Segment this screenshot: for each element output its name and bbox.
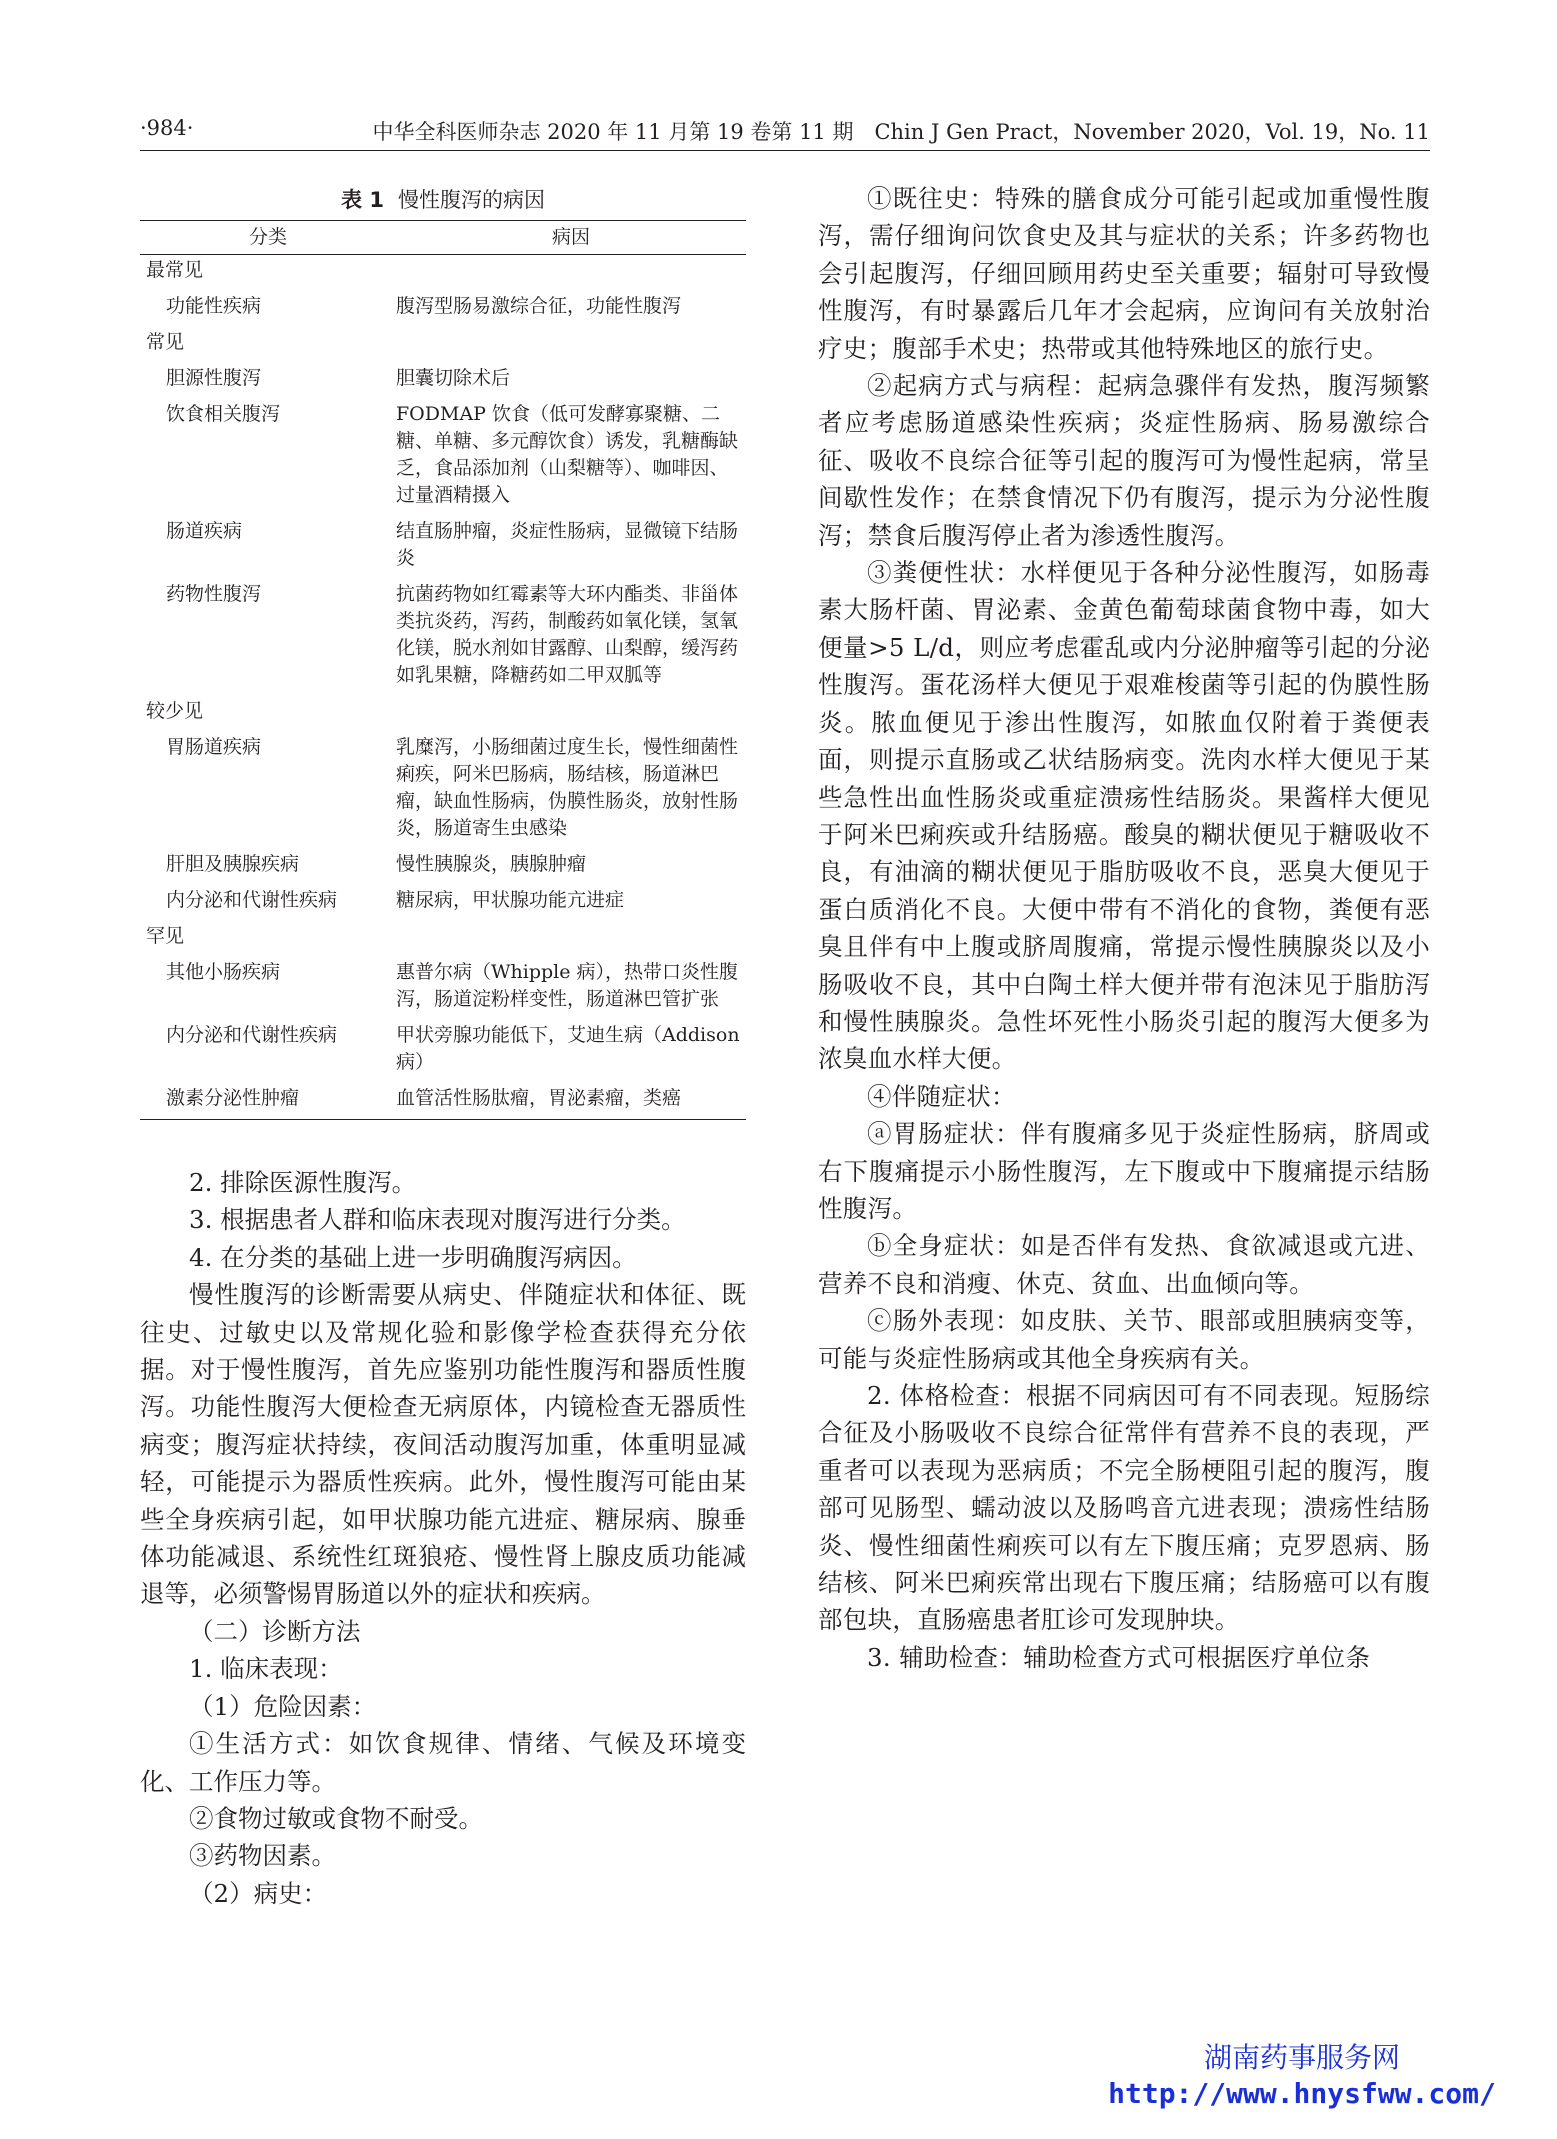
watermark-url[interactable]: http://www.hnysfww.com/ bbox=[1108, 2077, 1496, 2110]
journal-citation: 中华全科医师杂志 2020 年 11 月第 19 卷第 11 期 Chin J Gen Pract，November 2020，Vol. 19，No. 11 bbox=[372, 120, 1430, 144]
group-label: 常见 bbox=[146, 331, 185, 353]
paragraph: 3. 辅助检查：辅助检查方式可根据医疗单位条 bbox=[867, 1642, 1371, 1672]
cause-cell: 结直肠肿瘤，炎症性肠病，显微镜下结肠炎 bbox=[396, 520, 739, 569]
cause-cell: 慢性胰腺炎，胰腺肿瘤 bbox=[396, 853, 587, 875]
left-column bbox=[140, 180, 746, 1912]
table-row bbox=[140, 957, 746, 1020]
paragraph: 2. 体格检查：根据不同病因可有不同表现。短肠综合征及小肠吸收不良综合征常伴有营养不良的表现，严重者可以表现为恶病质；不完全肠梗阻引起的腹泻，腹部可见肠型、蠕动波以及肠鸣音亢进表现；溃疡性结肠炎、慢性细菌性痢疾可以有左下腹压痛；克罗恩病、肠结核、阿米巴痢疾常出现右下腹压痛；结肠癌可以有腹部包块，直肠癌患者肛诊可发现肿块。 bbox=[818, 1381, 1430, 1635]
paragraph: 2. 排除医源性腹泻。 bbox=[189, 1168, 417, 1197]
cause-cell: 糖尿病，甲状腺功能亢进症 bbox=[396, 889, 625, 911]
group-label: 较少见 bbox=[146, 700, 204, 722]
paragraph: ③药物因素。 bbox=[189, 1841, 336, 1871]
table-row bbox=[140, 732, 746, 849]
cause-cell: 甲状旁腺功能低下，艾迪生病（Addison 病） bbox=[396, 1024, 740, 1073]
paragraph: ③粪便性状：水样便见于各种分泌性腹泻，如肠毒素大肠杆菌、胃泌素、金黄色葡萄球菌食物中毒，如大便量>5 L/d，则应考虑霍乱或内分泌肿瘤等引起的分泌性腹泻。蛋花汤样大便见于艰难梭菌等引起的伪膜性肠炎。脓血便见于渗出性腹泻，如脓血仅附着于粪便表面，则提示直肠或乙状结肠病变。洗肉水样大便见于某些急性出血性肠炎或重症溃疡性结肠炎。果酱样大便见于阿米巴痢疾或升结肠癌。酸臭的糊状便见于糖吸收不良，有油滴的糊状便见于脂肪吸收不良，恶臭大便见于蛋白质消化不良。大便中带有不消化的食物，粪便有恶臭且伴有中上腹或脐周腹痛，常提示慢性胰腺炎以及小肠吸收不良，其中白陶土样大便并带有泡沫见于脂肪泻和慢性胰腺炎。急性坏死性小肠炎引起的腹泻大便多为浓臭血水样大便。 bbox=[818, 558, 1430, 1074]
table-group-row bbox=[140, 255, 746, 292]
watermark-name: 湖南药事服务网 bbox=[1203, 2041, 1400, 2074]
paragraph: ⓐ胃肠症状：伴有腹痛多见于炎症性肠病，脐周或右下腹痛提示小肠性腹泻，左下腹或中下腹痛提示结肠性腹泻。 bbox=[818, 1119, 1430, 1223]
table-group-row bbox=[140, 327, 746, 363]
table-row bbox=[140, 1020, 746, 1083]
category-cell: 饮食相关腹泻 bbox=[166, 403, 281, 425]
cause-cell: 惠普尔病（Whipple 病），热带口炎性腹泻，肠道淀粉样变性，肠道淋巴管扩张 bbox=[396, 961, 739, 1010]
table-row bbox=[140, 579, 746, 696]
page-number: ·984· bbox=[140, 116, 194, 140]
paragraph: ④伴随症状： bbox=[867, 1081, 1016, 1111]
table-body bbox=[140, 255, 746, 1120]
table-row bbox=[140, 849, 746, 885]
cause-cell: FODMAP 饮食（低可发酵寡聚糖、二糖、单糖、多元醇饮食）诱发，乳糖酶缺乏，食品添加剂（山梨糖等）、咖啡因、过量酒精摄入 bbox=[396, 403, 739, 506]
table-row bbox=[140, 363, 746, 399]
category-cell: 肠道疾病 bbox=[166, 520, 243, 542]
paragraph: ⓑ全身症状：如是否伴有发热、食欲减退或亢进、营养不良和消瘦、休克、贫血、出血倾向等。 bbox=[818, 1231, 1430, 1298]
category-cell: 内分泌和代谢性疾病 bbox=[166, 1024, 338, 1046]
category-cell: 胃肠道疾病 bbox=[166, 736, 262, 758]
category-cell: 其他小肠疾病 bbox=[166, 961, 281, 983]
running-header bbox=[140, 116, 1430, 154]
paragraph: 4. 在分类的基础上进一步明确腹泻病因。 bbox=[189, 1242, 637, 1272]
table-label: 表 1 bbox=[341, 188, 384, 212]
table-row bbox=[140, 1083, 746, 1120]
category-cell: 内分泌和代谢性疾病 bbox=[166, 889, 338, 911]
header-rule bbox=[140, 150, 1430, 151]
category-cell: 胆源性腹泻 bbox=[166, 367, 262, 389]
table-row bbox=[140, 399, 746, 516]
table-row bbox=[140, 291, 746, 327]
paragraph: ①生活方式：如饮食规律、情绪、气候及环境变化、工作压力等。 bbox=[140, 1729, 746, 1796]
paragraph: ①既往史：特殊的膳食成分可能引起或加重慢性腹泻，需仔细询问饮食史及其与症状的关系；许多药物也会引起腹泻，仔细回顾用药史至关重要；辐射可导致慢性腹泻，有时暴露后几年才会起病，应询问有关放射治疗史；腹部手术史；热带或其他特殊地区的旅行史。 bbox=[818, 184, 1430, 363]
right-body-text bbox=[818, 180, 1430, 1676]
paragraph: （2）病史： bbox=[189, 1878, 328, 1908]
group-label: 罕见 bbox=[146, 925, 185, 947]
category-cell: 功能性疾病 bbox=[166, 295, 262, 317]
paragraph: ②起病方式与病程：起病急骤伴有发热，腹泻频繁者应考虑肠道感染性疾病；炎症性肠病、肠易激综合征、吸收不良综合征等引起的腹泻可为慢性起病，常呈间歇性发作；在禁食情况下仍有腹泻，提示为分泌性腹泻；禁食后腹泻停止者为渗透性腹泻。 bbox=[818, 371, 1430, 550]
table-caption bbox=[140, 180, 746, 220]
group-label: 最常见 bbox=[146, 259, 204, 281]
column-header-cause: 病因 bbox=[396, 221, 746, 255]
cause-cell: 抗菌药物如红霉素等大环内酯类、非甾体类抗炎药，泻药，制酸药如氧化镁，氢氧化镁，脱水剂如甘露醇、山梨醇，缓泻药如乳果糖，降糖药如二甲双胍等 bbox=[396, 583, 739, 686]
table-header-row bbox=[140, 221, 746, 255]
paragraph: 慢性腹泻的诊断需要从病史、伴随症状和体征、既往史、过敏史以及常规化验和影像学检查获得充分依据。对于慢性腹泻，首先应鉴别功能性腹泻和器质性腹泻。功能性腹泻大便检查无病原体，内镜检查无器质性病变；腹泻症状持续，夜间活动腹泻加重，体重明显减轻，可能提示为器质性疾病。此外，慢性腹泻可能由某些全身疾病引起，如甲状腺功能亢进症、糖尿病、腺垂体功能减退、系统性红斑狼疮、慢性肾上腺皮质功能减退等，必须警惕胃肠道以外的症状和疾病。 bbox=[140, 1280, 746, 1609]
cause-cell: 血管活性肠肽瘤，胃泌素瘤，类癌 bbox=[396, 1083, 746, 1120]
site-watermark bbox=[1092, 2040, 1512, 2112]
paragraph: 3. 根据患者人群和临床表现对腹泻进行分类。 bbox=[189, 1205, 686, 1235]
left-body-text bbox=[140, 1164, 746, 1912]
table-group-row bbox=[140, 921, 746, 957]
paragraph: ②食物过敏或食物不耐受。 bbox=[189, 1803, 483, 1833]
cause-cell: 胆囊切除术后 bbox=[396, 367, 511, 389]
table-row bbox=[140, 885, 746, 921]
table-title: 慢性腹泻的病因 bbox=[397, 188, 545, 212]
paragraph: 1. 临床表现： bbox=[189, 1654, 343, 1684]
paragraph: ⓒ肠外表现：如皮肤、关节、眼部或胆胰病变等，可能与炎症性肠病或其他全身疾病有关。 bbox=[818, 1306, 1430, 1373]
cause-cell: 腹泻型肠易激综合征，功能性腹泻 bbox=[396, 295, 682, 317]
table-row bbox=[140, 516, 746, 579]
column-header-category: 分类 bbox=[140, 221, 396, 255]
paragraph: （1）危险因素： bbox=[189, 1691, 377, 1721]
category-cell: 激素分泌性肿瘤 bbox=[140, 1083, 396, 1120]
table-group-row bbox=[140, 696, 746, 732]
etiology-table bbox=[140, 220, 746, 1120]
cause-cell: 乳糜泻，小肠细菌过度生长，慢性细菌性痢疾，阿米巴肠病，肠结核，肠道淋巴瘤，缺血性肠病，伪膜性肠炎，放射性肠炎，肠道寄生虫感染 bbox=[396, 736, 739, 839]
category-cell: 肝胆及胰腺疾病 bbox=[166, 853, 300, 875]
right-column bbox=[818, 180, 1430, 1676]
paragraph: （二）诊断方法 bbox=[189, 1616, 361, 1646]
category-cell: 药物性腹泻 bbox=[166, 583, 262, 605]
